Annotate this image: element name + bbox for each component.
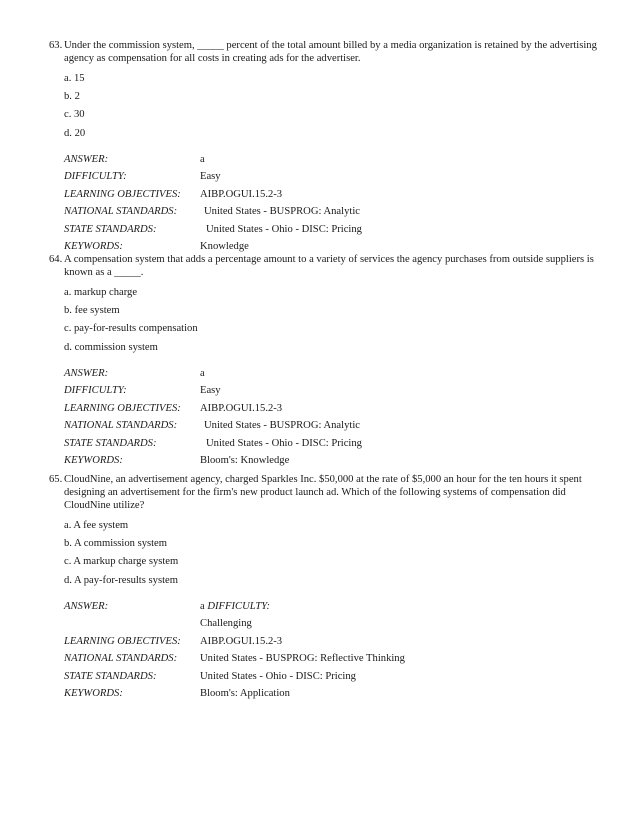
- keywords-value: Knowledge: [200, 241, 249, 253]
- difficulty-label: DIFFICULTY:: [64, 171, 127, 183]
- keywords-row: [64, 452, 597, 470]
- option-c: c. A markup charge system: [64, 556, 179, 568]
- question-number: 65.: [49, 474, 63, 485]
- question-stem: [49, 473, 597, 512]
- learning-objectives-row: [64, 633, 597, 651]
- state-standards-value: United States - Ohio - DISC: Pricing: [206, 223, 362, 235]
- state-standards-label: STATE STANDARDS:: [64, 437, 157, 449]
- answer-options: [49, 517, 597, 590]
- difficulty-label: DIFFICULTY:: [64, 385, 127, 397]
- difficulty-row: [64, 382, 597, 400]
- question-text: A compensation system that adds a percentage amount to a variety of services the agency purchases from outside suppliers is known as a _____.: [64, 254, 594, 278]
- question-63: [49, 39, 597, 256]
- difficulty-value: Challenging: [200, 618, 252, 630]
- learning-objectives-value: AIBP.OGUI.15.2-3: [200, 635, 283, 647]
- keywords-label: KEYWORDS:: [64, 241, 123, 253]
- answer-row: [64, 598, 597, 616]
- answer-label: ANSWER:: [64, 367, 109, 379]
- option-b: b. fee system: [64, 305, 120, 317]
- keywords-row: [64, 685, 597, 703]
- national-standards-row: [64, 650, 597, 668]
- option-c: c. pay-for-results compensation: [64, 323, 198, 335]
- national-standards-value: United States - BUSPROG: Analytic: [204, 206, 360, 218]
- answer-value: a: [200, 153, 205, 165]
- learning-objectives-label: LEARNING OBJECTIVES:: [64, 402, 181, 414]
- question-number: 64.: [49, 254, 63, 265]
- state-standards-row: [64, 435, 597, 453]
- question-stem: [49, 39, 597, 65]
- option-a: a. 15: [64, 73, 85, 84]
- question-64: [49, 253, 597, 470]
- question-65: [49, 473, 597, 703]
- difficulty-row: [64, 168, 597, 186]
- option-a: a. A fee system: [64, 520, 129, 531]
- question-metadata: [49, 151, 597, 256]
- difficulty-value: Easy: [200, 385, 221, 397]
- difficulty-row: [64, 615, 597, 633]
- national-standards-value: United States - BUSPROG: Analytic: [204, 420, 360, 432]
- national-standards-label: NATIONAL STANDARDS:: [64, 206, 178, 218]
- learning-objectives-row: [64, 400, 597, 418]
- answer-options: [49, 70, 597, 143]
- state-standards-label: STATE STANDARDS:: [64, 223, 157, 235]
- state-standards-row: [64, 668, 597, 686]
- option-d: d. A pay-for-results system: [64, 574, 178, 586]
- state-standards-label: STATE STANDARDS:: [64, 670, 157, 682]
- national-standards-label: NATIONAL STANDARDS:: [64, 420, 178, 432]
- national-standards-label: NATIONAL STANDARDS:: [64, 653, 178, 665]
- answer-value: a: [200, 367, 205, 379]
- learning-objectives-value: AIBP.OGUI.15.2-3: [200, 402, 283, 414]
- difficulty-label: DIFFICULTY:: [207, 600, 271, 612]
- state-standards-row: [64, 221, 597, 239]
- question-number: 63.: [49, 40, 63, 51]
- learning-objectives-row: [64, 186, 597, 204]
- answer-options: [49, 284, 597, 357]
- keywords-label: KEYWORDS:: [64, 688, 123, 700]
- learning-objectives-value: AIBP.OGUI.15.2-3: [200, 188, 283, 200]
- option-b: b. A commission system: [64, 538, 168, 550]
- answer-label: ANSWER:: [64, 153, 109, 165]
- learning-objectives-label: LEARNING OBJECTIVES:: [64, 635, 181, 647]
- question-text: CloudNine, an advertisement agency, charged Sparkles Inc. $50,000 at the rate of $5,000 an hour for the ten hours it spent designing an advertisement for the firm's new product launch ad. Which of the following systems of compensation did CloudNine utilize?: [64, 474, 582, 511]
- national-standards-value: United States - BUSPROG: Reflective Thinking: [200, 653, 405, 665]
- answer-row: [64, 151, 597, 169]
- question-text: Under the commission system, _____ percent of the total amount billed by a media organization is retained by the advertising agency as compensation for all costs in creating ads for the advertiser.: [64, 40, 597, 64]
- option-c: c. 30: [64, 109, 85, 121]
- option-d: d. 20: [64, 127, 86, 139]
- answer-label: ANSWER:: [64, 600, 109, 612]
- national-standards-row: [64, 417, 597, 435]
- difficulty-value: Easy: [200, 171, 221, 183]
- question-stem: [49, 253, 597, 279]
- option-a: a. markup charge: [64, 287, 138, 298]
- keywords-value: Bloom's: Application: [200, 688, 290, 700]
- question-metadata: [49, 365, 597, 470]
- keywords-label: KEYWORDS:: [64, 455, 123, 467]
- keywords-value: Bloom's: Knowledge: [200, 455, 290, 467]
- question-metadata: [49, 598, 597, 703]
- option-b: b. 2: [64, 91, 80, 103]
- answer-value: a: [200, 600, 205, 612]
- national-standards-row: [64, 203, 597, 221]
- state-standards-value: United States - Ohio - DISC: Pricing: [206, 437, 362, 449]
- state-standards-value: United States - Ohio - DISC: Pricing: [200, 670, 356, 682]
- option-d: d. commission system: [64, 341, 158, 353]
- learning-objectives-label: LEARNING OBJECTIVES:: [64, 188, 181, 200]
- answer-row: [64, 365, 597, 383]
